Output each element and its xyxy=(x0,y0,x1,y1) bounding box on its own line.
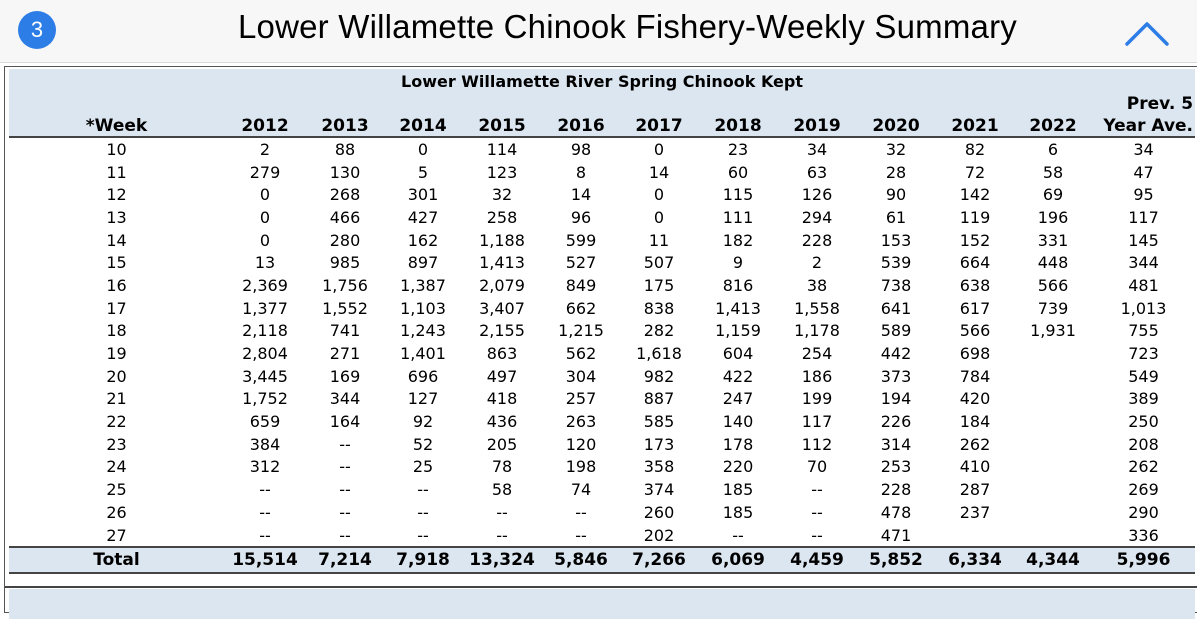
table-cell: 0 xyxy=(653,185,665,205)
table-cell: 1,413 xyxy=(715,298,761,318)
table-cell: 198 xyxy=(565,457,597,477)
table-cell: -- xyxy=(339,502,351,522)
table-cell: 96 xyxy=(570,207,592,227)
table-cell: 34 xyxy=(806,139,828,159)
column-header-row xyxy=(9,114,1195,137)
table-cell: 260 xyxy=(643,502,675,522)
table-cell: 184 xyxy=(959,412,991,432)
chevron-up-icon xyxy=(1120,14,1174,50)
table-cell xyxy=(1014,365,1092,388)
table-cell: 617 xyxy=(959,298,991,318)
table-cell: 142 xyxy=(959,185,991,205)
table-cell: -- xyxy=(732,525,744,545)
column-header-week: *Week xyxy=(9,114,224,137)
week-cell: 27 xyxy=(106,525,127,545)
table-cell: 5 xyxy=(417,162,429,182)
table-cell xyxy=(1014,456,1092,479)
table-cell: 268 xyxy=(329,185,361,205)
table-cell: 60 xyxy=(727,162,749,182)
table-cell: 985 xyxy=(329,253,361,273)
total-cell: 7,918 xyxy=(384,547,462,573)
table-cell: 153 xyxy=(880,230,912,250)
week-cell: 14 xyxy=(106,230,127,250)
table-cell: -- xyxy=(417,525,429,545)
table-cell: 2 xyxy=(811,253,823,273)
column-header: Year Ave. xyxy=(1092,114,1195,137)
table-cell: 585 xyxy=(643,412,675,432)
table-cell: -- xyxy=(339,457,351,477)
table-cell: 2,369 xyxy=(242,275,288,295)
table-cell: 98 xyxy=(570,139,592,159)
table-cell: 389 xyxy=(1128,389,1159,409)
table-cell: 422 xyxy=(722,366,754,386)
table-cell: 604 xyxy=(722,344,754,364)
week-cell: 18 xyxy=(106,321,127,341)
week-cell: 13 xyxy=(106,207,127,227)
column-header: 2013 xyxy=(306,114,384,137)
table-row xyxy=(9,320,1195,343)
table-cell: 1,618 xyxy=(636,344,682,364)
table-cell: 14 xyxy=(648,162,670,182)
total-cell: 15,514 xyxy=(224,547,306,573)
column-header: 2016 xyxy=(542,114,620,137)
table-cell: 336 xyxy=(1128,525,1159,545)
table-row xyxy=(9,251,1195,274)
table-cell: 2,079 xyxy=(479,275,525,295)
table-cell xyxy=(1014,388,1092,411)
table-cell: 162 xyxy=(407,230,439,250)
table-cell: 69 xyxy=(1042,185,1064,205)
column-header: 2012 xyxy=(224,114,306,137)
table-cell: -- xyxy=(811,480,823,500)
table-cell: 1,159 xyxy=(715,321,761,341)
table-cell: 741 xyxy=(329,321,361,341)
total-cell: 4,344 xyxy=(1014,547,1092,573)
table-cell: 269 xyxy=(1128,480,1159,500)
table-cell: 63 xyxy=(806,162,828,182)
table-cell: 111 xyxy=(722,207,754,227)
table-cell xyxy=(1014,433,1092,456)
table-cell: 358 xyxy=(643,457,675,477)
table-cell: 887 xyxy=(643,389,675,409)
table-cell: -- xyxy=(811,525,823,545)
table-cell: -- xyxy=(575,502,587,522)
table-cell xyxy=(1014,410,1092,433)
table-cell: 6 xyxy=(1047,139,1059,159)
table-cell: 301 xyxy=(407,185,439,205)
table-cell xyxy=(936,524,1014,548)
table-cell: 481 xyxy=(1128,275,1159,295)
table-cell: 527 xyxy=(565,253,597,273)
table-cell: 312 xyxy=(249,457,281,477)
week-cell: 10 xyxy=(106,139,127,159)
total-cell: 5,852 xyxy=(856,547,936,573)
table-cell: 114 xyxy=(486,139,518,159)
table-cell: -- xyxy=(259,502,271,522)
table-cell: 1,752 xyxy=(242,389,288,409)
week-cell: 16 xyxy=(106,275,127,295)
table-cell: 282 xyxy=(643,321,675,341)
table-cell: 38 xyxy=(806,275,828,295)
table-cell: 228 xyxy=(880,480,912,500)
table-cell: 123 xyxy=(486,162,518,182)
table-cell: 897 xyxy=(407,253,439,273)
table-cell xyxy=(1014,342,1092,365)
week-cell: 22 xyxy=(106,412,127,432)
table-cell: 1,558 xyxy=(794,298,840,318)
table-cell: 723 xyxy=(1128,344,1159,364)
week-cell: 11 xyxy=(106,162,127,182)
total-row xyxy=(9,547,1195,573)
column-header: 2019 xyxy=(778,114,856,137)
column-header: 2017 xyxy=(620,114,698,137)
table-cell: -- xyxy=(811,502,823,522)
table-cell: 58 xyxy=(1042,162,1064,182)
table-cell: -- xyxy=(339,480,351,500)
table-cell: 2,118 xyxy=(242,321,288,341)
total-cell: 6,069 xyxy=(698,547,778,573)
total-cell: 7,214 xyxy=(306,547,384,573)
table-cell: 61 xyxy=(885,207,907,227)
table-cell: 112 xyxy=(801,434,833,454)
table-cell: 1,401 xyxy=(400,344,446,364)
table-cell: 28 xyxy=(885,162,907,182)
table-cell: 1,377 xyxy=(242,298,288,318)
prev-five-label: Prev. 5 xyxy=(1092,93,1195,114)
table-cell: 662 xyxy=(565,298,597,318)
column-header: 2015 xyxy=(462,114,542,137)
table-cell: 23 xyxy=(727,139,749,159)
table-cell: 1,243 xyxy=(400,321,446,341)
table-cell: 287 xyxy=(959,480,991,500)
table-cell: 47 xyxy=(1133,162,1154,182)
table-cell: 664 xyxy=(959,253,991,273)
table-cell: 384 xyxy=(249,434,281,454)
column-header: 2018 xyxy=(698,114,778,137)
section-number-badge: 3 xyxy=(18,11,56,49)
table-cell: -- xyxy=(259,480,271,500)
table-cell: 497 xyxy=(486,366,518,386)
table-cell: -- xyxy=(417,502,429,522)
table-cell: 205 xyxy=(486,434,518,454)
table-cell: 1,188 xyxy=(479,230,525,250)
table-cell: 34 xyxy=(1133,139,1154,159)
table-cell: 82 xyxy=(964,139,986,159)
week-cell: 15 xyxy=(106,253,127,273)
total-cell: 13,324 xyxy=(462,547,542,573)
table-cell: 14 xyxy=(570,185,592,205)
table-cell: 478 xyxy=(880,502,912,522)
table-cell: 566 xyxy=(1037,275,1069,295)
chinook-kept-table xyxy=(9,69,1195,574)
table-cell: 185 xyxy=(722,480,754,500)
table-cell: 70 xyxy=(806,457,828,477)
table-cell: 178 xyxy=(722,434,754,454)
week-cell: 25 xyxy=(106,480,127,500)
table-cell: 448 xyxy=(1037,253,1069,273)
table-cell: 294 xyxy=(801,207,833,227)
table-row xyxy=(9,478,1195,501)
table-cell: 314 xyxy=(880,434,912,454)
table-cell xyxy=(1014,478,1092,501)
table-cell: 88 xyxy=(334,139,356,159)
table-row xyxy=(9,501,1195,524)
table-cell: -- xyxy=(496,502,508,522)
table-cell: 32 xyxy=(491,185,513,205)
table-cell: 418 xyxy=(486,389,518,409)
table-row xyxy=(9,183,1195,206)
table-cell: 599 xyxy=(565,230,597,250)
table-cell: 32 xyxy=(885,139,907,159)
week-cell: 12 xyxy=(106,185,127,205)
table-cell: 442 xyxy=(880,344,912,364)
table-cell: 25 xyxy=(412,457,434,477)
table-cell: 117 xyxy=(1128,207,1159,227)
table-cell: 115 xyxy=(722,185,754,205)
table-cell: -- xyxy=(339,434,351,454)
table-cell: 279 xyxy=(249,162,281,182)
table-cell: 1,387 xyxy=(400,275,446,295)
week-cell: 21 xyxy=(106,389,127,409)
table-cell: -- xyxy=(339,525,351,545)
table-cell: 838 xyxy=(643,298,675,318)
table-cell: 254 xyxy=(801,344,833,364)
table-cell: 2 xyxy=(259,139,271,159)
table-cell: 271 xyxy=(329,344,361,364)
table-cell: 2,804 xyxy=(242,344,288,364)
table-cell: 982 xyxy=(643,366,675,386)
table-cell: 549 xyxy=(1128,366,1159,386)
table-cell: 739 xyxy=(1037,298,1069,318)
table-cell: 247 xyxy=(722,389,754,409)
table-cell: 436 xyxy=(486,412,518,432)
table-cell: 755 xyxy=(1128,321,1159,341)
table-cell: 186 xyxy=(801,366,833,386)
table-cell: 1,552 xyxy=(322,298,368,318)
total-cell: 7,266 xyxy=(620,547,698,573)
table-cell: 641 xyxy=(880,298,912,318)
table-cell: 199 xyxy=(801,389,833,409)
table-cell: 0 xyxy=(259,207,271,227)
table-cell: 220 xyxy=(722,457,754,477)
table-cell: 698 xyxy=(959,344,991,364)
table-row xyxy=(9,206,1195,229)
table-cell: 2,155 xyxy=(479,321,525,341)
table-cell: 863 xyxy=(486,344,518,364)
total-cell: 5,996 xyxy=(1092,547,1195,573)
table-cell: 0 xyxy=(259,230,271,250)
table-row xyxy=(9,229,1195,252)
table-row xyxy=(9,456,1195,479)
table-cell: 130 xyxy=(329,162,361,182)
week-cell: 19 xyxy=(106,344,127,364)
total-cell: 4,459 xyxy=(778,547,856,573)
spreadsheet-view xyxy=(4,66,1197,613)
table-row xyxy=(9,137,1195,161)
table-cell: 120 xyxy=(565,434,597,454)
column-header: 2014 xyxy=(384,114,462,137)
table-row xyxy=(9,274,1195,297)
table-cell: 9 xyxy=(732,253,744,273)
table-cell: 344 xyxy=(329,389,361,409)
table-cell: 258 xyxy=(486,207,518,227)
table-cell: 8 xyxy=(575,162,587,182)
table-caption: Lower Willamette River Spring Chinook Kept xyxy=(9,69,1195,93)
collapse-button[interactable] xyxy=(1120,14,1174,50)
week-cell: 17 xyxy=(106,298,127,318)
table-cell: 196 xyxy=(1037,207,1069,227)
table-cell: 72 xyxy=(964,162,986,182)
week-cell: 23 xyxy=(106,434,127,454)
table-row xyxy=(9,433,1195,456)
table-cell xyxy=(1014,501,1092,524)
column-header: 2022 xyxy=(1014,114,1092,137)
table-cell: 117 xyxy=(801,412,833,432)
table-cell xyxy=(1014,524,1092,548)
table-cell: 0 xyxy=(259,185,271,205)
table-cell: 228 xyxy=(801,230,833,250)
table-cell: 420 xyxy=(959,389,991,409)
table-cell: 784 xyxy=(959,366,991,386)
table-cell: 290 xyxy=(1128,502,1159,522)
table-cell: 194 xyxy=(880,389,912,409)
table-cell: 237 xyxy=(959,502,991,522)
table-cell: 145 xyxy=(1128,230,1159,250)
table-cell: 92 xyxy=(412,412,434,432)
table-cell: 507 xyxy=(643,253,675,273)
table-cell: 0 xyxy=(417,139,429,159)
table-cell: 280 xyxy=(329,230,361,250)
week-cell: 24 xyxy=(106,457,127,477)
table-cell: 208 xyxy=(1128,434,1159,454)
table-cell: 849 xyxy=(565,275,597,295)
table-cell: 262 xyxy=(959,434,991,454)
table-cell: 638 xyxy=(959,275,991,295)
table-row xyxy=(9,365,1195,388)
table-cell: 344 xyxy=(1128,253,1159,273)
table-cell: 119 xyxy=(959,207,991,227)
column-header: 2020 xyxy=(856,114,936,137)
table-row xyxy=(9,342,1195,365)
table-cell: 0 xyxy=(653,207,665,227)
table-cell: 127 xyxy=(407,389,439,409)
table-row xyxy=(9,161,1195,184)
table-cell: 696 xyxy=(407,366,439,386)
table-cell: 253 xyxy=(880,457,912,477)
table-cell: 1,215 xyxy=(558,321,604,341)
table-cell: 250 xyxy=(1128,412,1159,432)
table-cell: 3,407 xyxy=(479,298,525,318)
table-cell: 427 xyxy=(407,207,439,227)
table-cell: 1,013 xyxy=(1120,298,1167,318)
table-cell: 410 xyxy=(959,457,991,477)
table-cell: 226 xyxy=(880,412,912,432)
table-cell: 3,445 xyxy=(242,366,288,386)
table-cell: 126 xyxy=(801,185,833,205)
table-cell: -- xyxy=(575,525,587,545)
summary-header-bar xyxy=(0,0,1197,63)
table-cell: 74 xyxy=(570,480,592,500)
table-cell: 58 xyxy=(491,480,513,500)
table-cell: 185 xyxy=(722,502,754,522)
table-cell: 169 xyxy=(329,366,361,386)
table-cell: -- xyxy=(496,525,508,545)
table-cell: 589 xyxy=(880,321,912,341)
table-cell: 373 xyxy=(880,366,912,386)
table-cell: 262 xyxy=(1128,457,1159,477)
table-cell: 263 xyxy=(565,412,597,432)
table-cell: 566 xyxy=(959,321,991,341)
table-cell: 562 xyxy=(565,344,597,364)
page-title: Lower Willamette Chinook Fishery-Weekly Summary xyxy=(237,8,1017,45)
table-cell: 1,756 xyxy=(322,275,368,295)
table-cell: 466 xyxy=(329,207,361,227)
table-cell: 738 xyxy=(880,275,912,295)
table-cell: 257 xyxy=(565,389,597,409)
table-cell: 164 xyxy=(329,412,361,432)
table-cell: 175 xyxy=(643,275,675,295)
total-cell: 5,846 xyxy=(542,547,620,573)
table-cell: 78 xyxy=(491,457,513,477)
table-cell: -- xyxy=(259,525,271,545)
table-cell: 374 xyxy=(643,480,675,500)
table-cell: 331 xyxy=(1037,230,1069,250)
table-cell: 202 xyxy=(643,525,675,545)
table-cell: 1,178 xyxy=(794,321,840,341)
table-cell: -- xyxy=(417,480,429,500)
table-cell: 0 xyxy=(653,139,665,159)
table-cell: 152 xyxy=(959,230,991,250)
next-table-band xyxy=(9,589,1195,619)
table-cell: 90 xyxy=(885,185,907,205)
table-cell: 182 xyxy=(722,230,754,250)
table-cell: 1,931 xyxy=(1030,321,1076,341)
table-cell: 52 xyxy=(412,434,434,454)
table-cell: 1,413 xyxy=(479,253,525,273)
table-row xyxy=(9,388,1195,411)
table-cell: 173 xyxy=(643,434,675,454)
column-header: 2021 xyxy=(936,114,1014,137)
total-label: Total xyxy=(9,547,224,573)
table-cell: 304 xyxy=(565,366,597,386)
section-divider xyxy=(5,574,1197,588)
table-cell: 1,103 xyxy=(400,298,446,318)
table-row xyxy=(9,297,1195,320)
week-cell: 20 xyxy=(106,366,127,386)
week-cell: 26 xyxy=(106,502,127,522)
table-cell: 95 xyxy=(1133,185,1154,205)
table-cell: 539 xyxy=(880,253,912,273)
table-cell: 471 xyxy=(880,525,912,545)
total-cell: 6,334 xyxy=(936,547,1014,573)
table-cell: 816 xyxy=(722,275,754,295)
table-cell: 13 xyxy=(254,253,276,273)
table-row xyxy=(9,410,1195,433)
table-cell: 11 xyxy=(648,230,670,250)
table-row xyxy=(9,524,1195,548)
table-cell: 140 xyxy=(722,412,754,432)
table-cell: 659 xyxy=(249,412,281,432)
